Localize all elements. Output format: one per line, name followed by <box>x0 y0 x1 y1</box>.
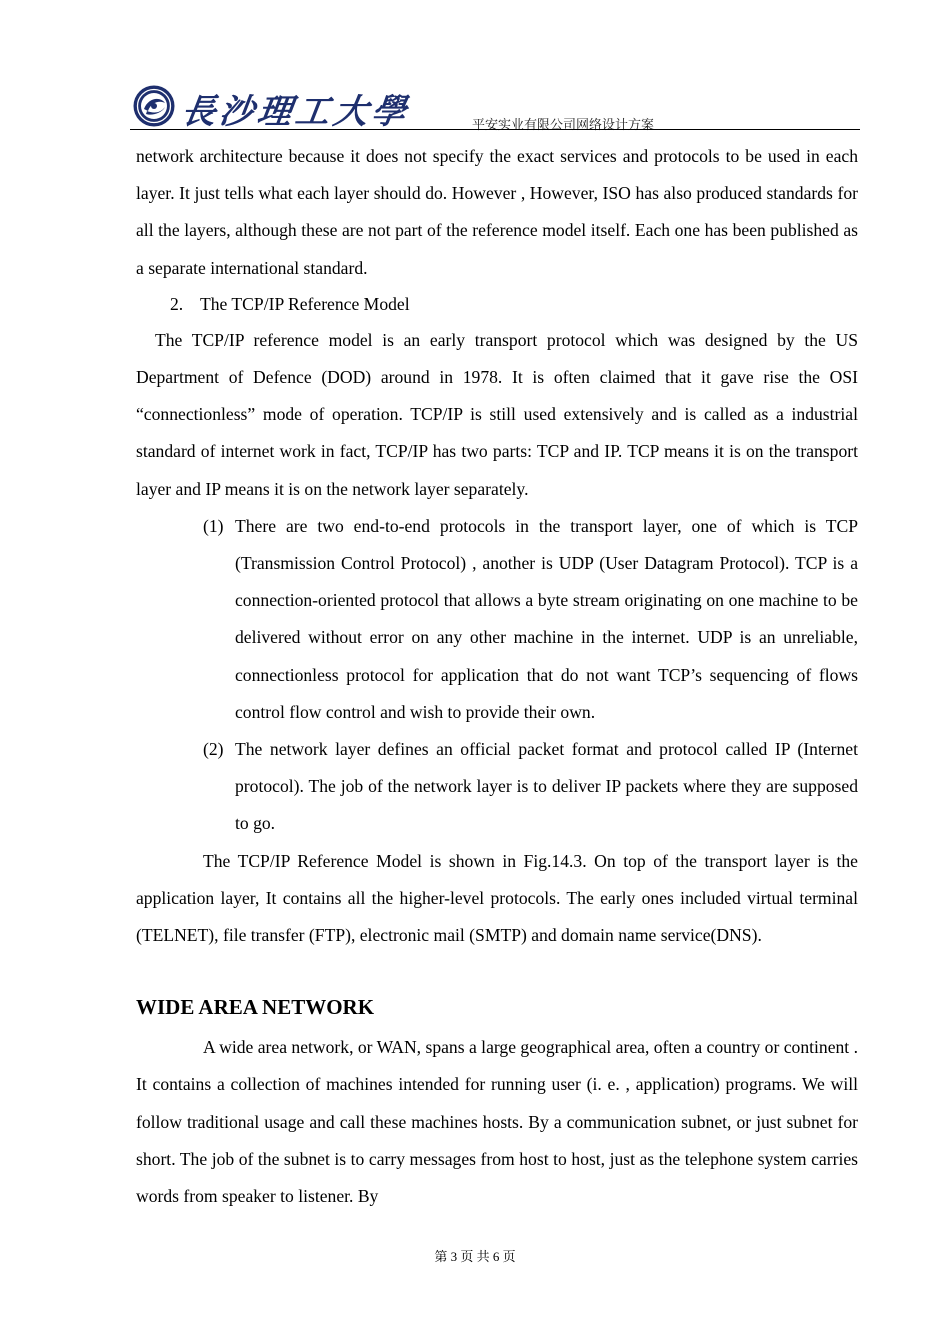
section-heading-wan: WIDE AREA NETWORK <box>136 995 375 1020</box>
list-item <box>203 508 858 731</box>
list-marker: (2) <box>203 739 224 760</box>
list-item-text: The network layer defines an official packet format and protocol called IP (Internet protocol). The job of the network layer is to deliver IP packets where they are supposed to go. <box>235 739 858 834</box>
paragraph-osi-standards: network architecture because it does not specify the exact services and protocols to be used in each layer. It just tells what each layer should do. However , However, ISO has also produced standards for all the layers, although these are not part of the reference model itself. Each one has been published as a separate international standard. <box>136 146 858 278</box>
document-body <box>136 138 858 1215</box>
university-logo-icon <box>132 84 176 128</box>
paragraph-wan: A wide area network, or WAN, spans a large geographical area, often a country or continent . It contains a collection of machines intended for running user (i. e. , application) programs. We will follow traditional usage and call these machines hosts. By a communication subnet, or just subnet for short. The job of the subnet is to carry messages from host to host, just as the telephone system carries words from speaker to listener. By <box>136 1037 858 1207</box>
paragraph-tcpip-intro: The TCP/IP reference model is an early transport protocol which was designed by the US Department of Defence (DOD) around in 1978. It is often claimed that it gave rise the OSI “connectionless” mode of operation. TCP/IP is still used extensively and is called as a industrial standard of internet work in fact, TCP/IP has two parts: TCP and IP. TCP means it is on the transport layer and IP means it is on the network layer separately. <box>136 329 858 499</box>
section-number: 2. <box>170 293 184 314</box>
header-divider <box>130 129 860 130</box>
section-heading-tcpip <box>136 287 858 322</box>
paragraph-tcpip-layers: The TCP/IP Reference Model is shown in Fig.14.3. On top of the transport layer is the application layer, It contains all the higher-level protocols. The early ones included virtual terminal (TELNET), file transfer (FTP), electronic mail (SMTP) and domain name service(DNS). <box>136 850 858 946</box>
list-marker: (1) <box>203 515 224 536</box>
page-number: 第 3 页 共 6 页 <box>434 1249 516 1264</box>
list-item <box>203 731 858 843</box>
document-title: 平安实业有限公司网络设计方案 <box>472 117 655 132</box>
page-header <box>130 82 860 132</box>
university-name: 長沙理工大學 <box>178 92 413 132</box>
list-item-text: There are two end-to-end protocols in the transport layer, one of which is TCP (Transmission Control Protocol) , another is UDP (User Datagram Protocol). TCP is a connection-oriented protocol that allows a byte stream originating on one machine to be delivered without error on any other machine in the internet. UDP is an unreliable, connectionless protocol for application that do not want TCP’s sequencing of flows control flow control and wish to provide their own. <box>235 515 858 722</box>
section-title: The TCP/IP Reference Model <box>200 293 410 314</box>
